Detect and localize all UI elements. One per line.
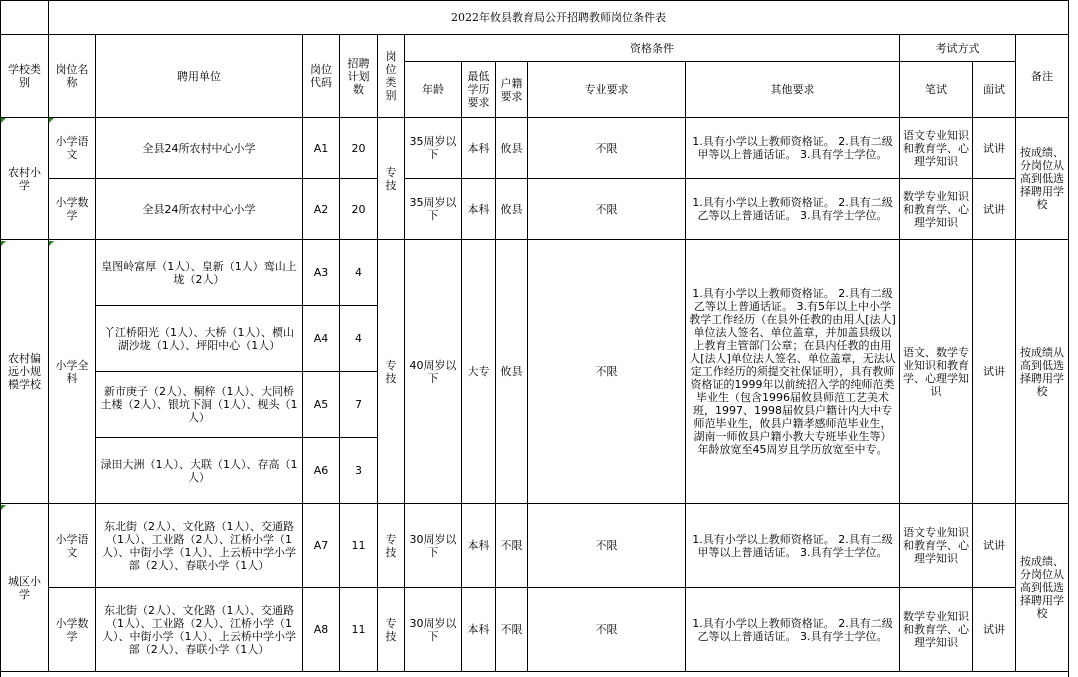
interview-cell[interactable]: 试讲 [973,504,1016,588]
comment-indicator-icon [1,505,6,510]
employer-cell[interactable]: 渌田大洲（1人）、大联（1人）、存高（1人） [96,438,303,504]
other-requirements-cell[interactable]: 1.具有小学以上教师资格证。 2.具有二级乙等以上普通话证。 3.具有学士学位。 [686,588,900,672]
other-requirements-cell[interactable]: 1.具有小学以上教师资格证。 2.具有二级甲等以上普通话证。 3.具有学士学位。 [686,504,900,588]
header-exam-method: 考试方式 [900,35,1016,62]
age-cell[interactable]: 40周岁以下 [405,240,462,504]
education-cell[interactable]: 本科 [462,179,496,240]
header-major: 专业要求 [528,62,686,118]
header-post-code: 岗位代码 [303,35,340,118]
school-type-cell[interactable]: 农村小学 [1,118,49,240]
trailing-row[interactable] [1,672,1069,677]
employer-cell[interactable]: 全县24所农村中心小学 [96,179,303,240]
post-code-cell[interactable]: A5 [303,372,340,438]
post-name-cell[interactable]: 小学语文 [49,118,96,179]
employer-cell[interactable]: 全县24所农村中心小学 [96,118,303,179]
plan-count-cell[interactable]: 4 [340,306,378,372]
household-cell[interactable]: 不限 [496,504,528,588]
header-post-category: 岗位类别 [378,35,405,118]
interview-cell[interactable]: 试讲 [973,240,1016,504]
household-cell[interactable]: 攸县 [496,118,528,179]
post-name-cell[interactable]: 小学数学 [49,588,96,672]
post-code-cell[interactable]: A4 [303,306,340,372]
written-exam-cell[interactable]: 语文、数学专业知识和教育学、心理学知识 [900,240,973,504]
education-cell[interactable]: 本科 [462,588,496,672]
age-cell[interactable]: 35周岁以下 [405,179,462,240]
remarks-cell[interactable]: 按成绩、分岗位从高到低选择聘用学校 [1016,118,1069,240]
header-other-requirements: 其他要求 [686,62,900,118]
interview-cell[interactable]: 试讲 [973,179,1016,240]
education-cell[interactable]: 本科 [462,118,496,179]
header-remarks: 备注 [1016,35,1069,118]
remarks-cell[interactable]: 按成绩、分岗位从高到低选择聘用学校 [1016,504,1069,672]
comment-indicator-icon [1,118,6,123]
education-cell[interactable]: 本科 [462,504,496,588]
plan-count-cell[interactable]: 20 [340,179,378,240]
plan-count-cell[interactable]: 20 [340,118,378,179]
header-employer: 聘用单位 [96,35,303,118]
written-exam-cell[interactable]: 数学专业知识和教育学、心理学知识 [900,179,973,240]
other-requirements-cell[interactable]: 1.具有小学以上教师资格证。 2.具有二级甲等以上普通话证。 3.具有学士学位。 [686,118,900,179]
major-cell[interactable]: 不限 [528,504,686,588]
age-cell[interactable]: 30周岁以下 [405,588,462,672]
post-code-cell[interactable]: A7 [303,504,340,588]
header-plan-count: 招聘计划数 [340,35,378,118]
major-cell[interactable]: 不限 [528,588,686,672]
plan-count-cell[interactable]: 4 [340,240,378,306]
header-post-name: 岗位名称 [49,35,96,118]
post-code-cell[interactable]: A6 [303,438,340,504]
written-exam-cell[interactable]: 语文专业知识和教育学、心理学知识 [900,118,973,179]
age-cell[interactable]: 30周岁以下 [405,504,462,588]
header-household: 户籍要求 [496,62,528,118]
post-category-cell[interactable]: 专技 [378,588,405,672]
household-cell[interactable]: 攸县 [496,179,528,240]
interview-cell[interactable]: 试讲 [973,588,1016,672]
header-min-education: 最低学历要求 [462,62,496,118]
major-cell[interactable]: 不限 [528,240,686,504]
post-category-cell[interactable]: 专技 [378,240,405,504]
plan-count-cell[interactable]: 7 [340,372,378,438]
plan-count-cell[interactable]: 11 [340,504,378,588]
employer-cell[interactable]: 皇图岭富厚（1人）、皇新（1人）鸾山上垅（2人） [96,240,303,306]
plan-count-cell[interactable]: 11 [340,588,378,672]
employer-cell[interactable]: 新市庚子（2人）、桐梓（1人）、大同桥土楼（2人）、银坑下洞（1人）、枧头（1人） [96,372,303,438]
interview-cell[interactable]: 试讲 [973,118,1016,179]
post-category-cell[interactable]: 专技 [378,504,405,588]
employer-cell[interactable]: 东北街（2人）、文化路（1人）、交通路（1人）、工业路（2人）、江桥小学（1人）、中街小学（1人）、上云桥中学小学部（2人）、春联小学（1人） [96,504,303,588]
header-written-exam: 笔试 [900,62,973,118]
post-code-cell[interactable]: A3 [303,240,340,306]
post-name-cell[interactable]: 小学全科 [49,240,96,504]
post-code-cell[interactable]: A2 [303,179,340,240]
comment-indicator-icon [49,118,54,123]
other-requirements-cell[interactable]: 1.具有小学以上教师资格证。 2.具有二级乙等以上普通话证。 3.具有学士学位。 [686,179,900,240]
post-category-cell[interactable]: 专技 [378,118,405,240]
comment-indicator-icon [1,241,6,246]
employer-cell[interactable]: 丫江桥阳光（1人）、大桥（1人）、槚山湖沙垅（1人）、坪阳中心（1人） [96,306,303,372]
header-qualifications: 资格条件 [405,35,900,62]
written-exam-cell[interactable]: 语文专业知识和教育学、心理学知识 [900,504,973,588]
employer-cell[interactable]: 东北街（2人）、文化路（1人）、交通路（1人）、工业路（2人）、江桥小学（1人）、中街小学（1人）、上云桥中学小学部（2人）、春联小学（1人） [96,588,303,672]
header-school-type: 学校类别 [1,35,49,118]
household-cell[interactable]: 攸县 [496,240,528,504]
remarks-cell[interactable]: 按成绩从高到低选择聘用学校 [1016,240,1069,504]
post-code-cell[interactable]: A8 [303,588,340,672]
education-cell[interactable]: 大专 [462,240,496,504]
header-interview: 面试 [973,62,1016,118]
corner-cell[interactable] [1,1,49,35]
post-name-cell[interactable]: 小学语文 [49,504,96,588]
household-cell[interactable]: 不限 [496,588,528,672]
written-exam-cell[interactable]: 数学专业知识和教育学、心理学知识 [900,588,973,672]
school-type-cell[interactable]: 农村偏远小规模学校 [1,240,49,504]
page-title: 2022年攸县教育局公开招聘教师岗位条件表 [49,1,1069,35]
plan-count-cell[interactable]: 3 [340,438,378,504]
header-age: 年龄 [405,62,462,118]
post-code-cell[interactable]: A1 [303,118,340,179]
age-cell[interactable]: 35周岁以下 [405,118,462,179]
school-type-cell[interactable]: 城区小学 [1,504,49,672]
post-name-cell[interactable]: 小学数学 [49,179,96,240]
major-cell[interactable]: 不限 [528,179,686,240]
other-requirements-cell[interactable]: 1.具有小学以上教师资格证。 2.具有二级乙等以上普通话证。 3.有5年以上中小学教学工作经历（在县外任教的由用人[法人]单位法人签名、单位盖章，并加盖县级以上教育主管部门公章；在县内任教的由用人[法人]单位法人签名、单位盖章，无法认定工作经历的须提交社保证明），具有教师资格证的1999年以前统招入学的纯师范类毕业生（包含1996届攸县师范工艺美术班，1997、1998届攸县户籍计内大中专师范毕业生，攸县户籍孝感师范毕业生，湖南一师攸县户籍小教大专班毕业生等）年龄放宽至45周岁且学历放宽至中专。 [686,240,900,504]
major-cell[interactable]: 不限 [528,118,686,179]
comment-indicator-icon [49,241,54,246]
